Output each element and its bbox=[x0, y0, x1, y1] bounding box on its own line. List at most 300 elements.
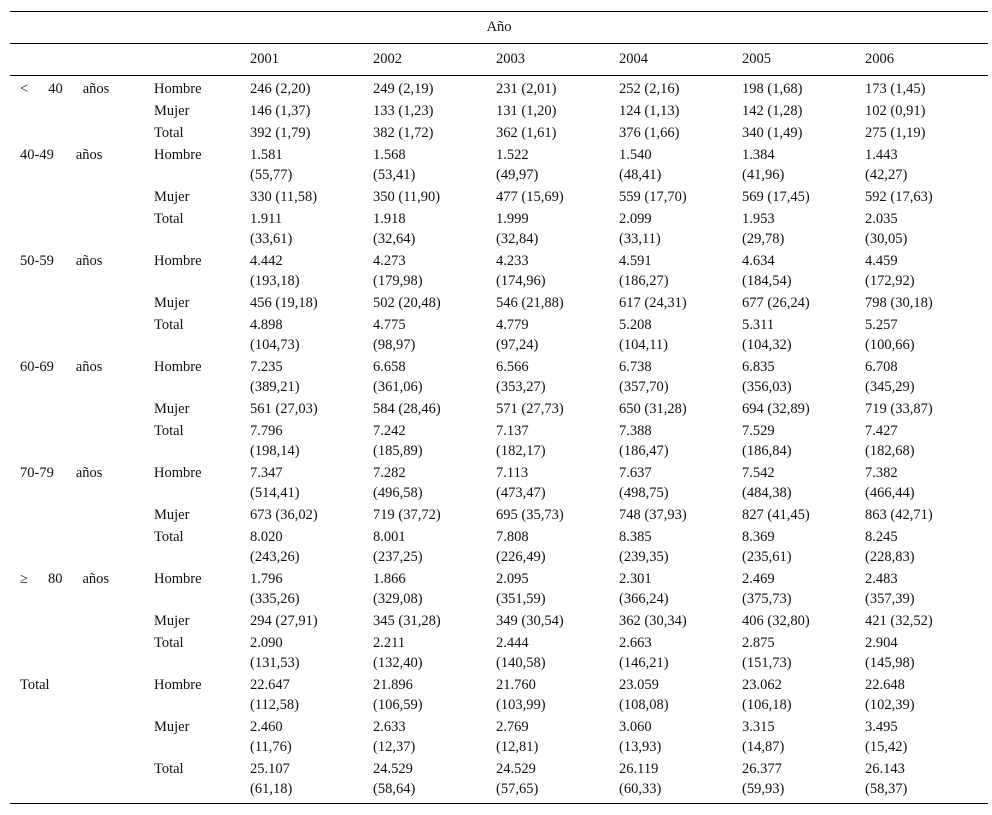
value-count: 2.035 bbox=[865, 211, 898, 227]
value-cell bbox=[742, 568, 865, 610]
sex-cell: Mujer bbox=[154, 103, 190, 119]
value-cell bbox=[742, 250, 865, 292]
value-cell bbox=[865, 568, 988, 610]
value-rate: (184,54) bbox=[742, 273, 792, 289]
sex-cell: Mujer bbox=[154, 401, 190, 417]
value-count: 8.020 bbox=[250, 529, 283, 545]
value-count: 21.760 bbox=[496, 677, 536, 693]
age-group-label: 50-59 bbox=[20, 253, 54, 269]
table-row bbox=[10, 398, 988, 420]
value-count: 559 (17,70) bbox=[619, 189, 687, 205]
value-rate: (106,18) bbox=[742, 697, 792, 713]
value-count: 124 (1,13) bbox=[619, 103, 680, 119]
value-cell bbox=[742, 76, 865, 101]
value-count: 2.460 bbox=[250, 719, 283, 735]
value-cell bbox=[865, 292, 988, 314]
value-rate: (100,66) bbox=[865, 337, 915, 353]
table-body bbox=[10, 76, 988, 804]
value-cell bbox=[373, 632, 496, 674]
age-group-label: años bbox=[75, 465, 103, 481]
value-rate: (514,41) bbox=[250, 485, 300, 501]
value-rate: (345,29) bbox=[865, 379, 915, 395]
value-rate: (49,97) bbox=[496, 167, 539, 183]
age-group-cell bbox=[10, 208, 154, 250]
value-rate: (41,96) bbox=[742, 167, 785, 183]
value-cell bbox=[619, 76, 742, 101]
value-cell bbox=[619, 314, 742, 356]
value-count: 7.796 bbox=[250, 423, 283, 439]
value-rate: (351,59) bbox=[496, 591, 546, 607]
value-cell bbox=[742, 186, 865, 208]
value-rate: (15,42) bbox=[865, 739, 908, 755]
value-cell bbox=[496, 122, 619, 144]
value-cell bbox=[619, 610, 742, 632]
value-count: 502 (20,48) bbox=[373, 295, 441, 311]
value-count: 694 (32,89) bbox=[742, 401, 810, 417]
value-rate: (179,98) bbox=[373, 273, 423, 289]
value-cell bbox=[742, 526, 865, 568]
value-count: 584 (28,46) bbox=[373, 401, 441, 417]
value-count: 4.898 bbox=[250, 317, 283, 333]
age-group-label: 40-49 bbox=[20, 147, 54, 163]
value-rate: (198,14) bbox=[250, 443, 300, 459]
value-count: 748 (37,93) bbox=[619, 507, 687, 523]
value-count: 142 (1,28) bbox=[742, 103, 803, 119]
value-cell bbox=[742, 398, 865, 420]
sex-cell: Hombre bbox=[154, 147, 202, 163]
value-rate: (182,17) bbox=[496, 443, 546, 459]
value-rate: (151,73) bbox=[742, 655, 792, 671]
value-count: 2.663 bbox=[619, 635, 652, 651]
value-count: 2.633 bbox=[373, 719, 406, 735]
age-group-cell bbox=[10, 186, 154, 208]
value-cell bbox=[619, 632, 742, 674]
value-cell bbox=[373, 122, 496, 144]
value-count: 4.775 bbox=[373, 317, 406, 333]
table-row bbox=[10, 674, 988, 716]
value-cell bbox=[373, 144, 496, 186]
value-rate: (473,47) bbox=[496, 485, 546, 501]
value-cell bbox=[250, 144, 373, 186]
value-cell bbox=[496, 504, 619, 526]
value-rate: (131,53) bbox=[250, 655, 300, 671]
value-count: 8.369 bbox=[742, 529, 775, 545]
sex-cell: Hombre bbox=[154, 253, 202, 269]
age-group-cell bbox=[10, 674, 154, 716]
age-group-cell bbox=[10, 292, 154, 314]
value-rate: (11,76) bbox=[250, 739, 292, 755]
age-group-cell bbox=[10, 314, 154, 356]
value-cell bbox=[865, 208, 988, 250]
value-rate: (57,65) bbox=[496, 781, 539, 797]
age-group-cell bbox=[10, 610, 154, 632]
header-row-years bbox=[10, 44, 988, 76]
sex-cell: Total bbox=[154, 211, 184, 227]
value-count: 719 (37,72) bbox=[373, 507, 441, 523]
age-group-cell bbox=[10, 398, 154, 420]
value-count: 695 (35,73) bbox=[496, 507, 564, 523]
value-cell bbox=[250, 758, 373, 804]
table-row bbox=[10, 356, 988, 398]
sex-cell: Hombre bbox=[154, 465, 202, 481]
sex-cell: Hombre bbox=[154, 81, 202, 97]
value-cell bbox=[496, 76, 619, 101]
value-cell bbox=[373, 568, 496, 610]
value-count: 362 (30,34) bbox=[619, 613, 687, 629]
value-count: 8.001 bbox=[373, 529, 406, 545]
value-count: 5.311 bbox=[742, 317, 775, 333]
value-cell bbox=[496, 398, 619, 420]
value-cell bbox=[250, 76, 373, 101]
value-cell bbox=[250, 122, 373, 144]
value-rate: (132,40) bbox=[373, 655, 423, 671]
data-table-container bbox=[10, 11, 980, 804]
value-rate: (42,27) bbox=[865, 167, 908, 183]
value-count: 650 (31,28) bbox=[619, 401, 687, 417]
value-count: 1.866 bbox=[373, 571, 406, 587]
value-cell bbox=[865, 144, 988, 186]
value-count: 7.808 bbox=[496, 529, 529, 545]
header-empty-cell bbox=[154, 44, 250, 76]
age-group-label: Total bbox=[20, 677, 50, 693]
table-row bbox=[10, 76, 988, 101]
age-group-label: ≥ bbox=[20, 571, 28, 587]
value-rate: (353,27) bbox=[496, 379, 546, 395]
value-rate: (335,26) bbox=[250, 591, 300, 607]
value-rate: (104,11) bbox=[619, 337, 668, 353]
value-rate: (48,41) bbox=[619, 167, 662, 183]
value-rate: (33,61) bbox=[250, 231, 293, 247]
value-count: 1.522 bbox=[496, 147, 529, 163]
value-count: 2.095 bbox=[496, 571, 529, 587]
table-row bbox=[10, 758, 988, 804]
age-group-cell bbox=[10, 420, 154, 462]
value-cell bbox=[250, 462, 373, 504]
value-rate: (58,64) bbox=[373, 781, 416, 797]
value-cell bbox=[496, 758, 619, 804]
value-cell bbox=[373, 462, 496, 504]
value-cell bbox=[250, 186, 373, 208]
value-cell bbox=[373, 356, 496, 398]
value-count: 798 (30,18) bbox=[865, 295, 933, 311]
value-rate: (356,03) bbox=[742, 379, 792, 395]
value-rate: (104,32) bbox=[742, 337, 792, 353]
value-count: 8.245 bbox=[865, 529, 898, 545]
value-cell bbox=[865, 462, 988, 504]
value-cell bbox=[373, 314, 496, 356]
value-cell bbox=[619, 208, 742, 250]
value-cell bbox=[496, 292, 619, 314]
table-row bbox=[10, 504, 988, 526]
value-count: 4.779 bbox=[496, 317, 529, 333]
value-cell bbox=[250, 632, 373, 674]
value-cell bbox=[496, 144, 619, 186]
value-count: 349 (30,54) bbox=[496, 613, 564, 629]
value-rate: (32,64) bbox=[373, 231, 416, 247]
age-group-cell bbox=[10, 504, 154, 526]
sex-cell: Mujer bbox=[154, 295, 190, 311]
value-rate: (102,39) bbox=[865, 697, 915, 713]
value-count: 1.540 bbox=[619, 147, 652, 163]
value-rate: (59,93) bbox=[742, 781, 785, 797]
sex-cell: Total bbox=[154, 125, 184, 141]
value-cell bbox=[619, 758, 742, 804]
table-row bbox=[10, 292, 988, 314]
value-rate: (498,75) bbox=[619, 485, 669, 501]
sex-cell: Mujer bbox=[154, 507, 190, 523]
value-cell bbox=[742, 462, 865, 504]
value-count: 4.273 bbox=[373, 253, 406, 269]
value-count: 863 (42,71) bbox=[865, 507, 933, 523]
value-rate: (12,81) bbox=[496, 739, 539, 755]
value-count: 350 (11,90) bbox=[373, 189, 441, 205]
value-cell bbox=[250, 568, 373, 610]
value-rate: (357,39) bbox=[865, 591, 915, 607]
value-cell bbox=[373, 420, 496, 462]
value-cell bbox=[373, 758, 496, 804]
age-group-cell bbox=[10, 122, 154, 144]
value-cell bbox=[865, 526, 988, 568]
value-cell bbox=[865, 632, 988, 674]
value-cell bbox=[742, 292, 865, 314]
value-count: 7.282 bbox=[373, 465, 406, 481]
value-count: 3.315 bbox=[742, 719, 775, 735]
value-cell bbox=[865, 100, 988, 122]
value-count: 392 (1,79) bbox=[250, 125, 311, 141]
value-rate: (182,68) bbox=[865, 443, 915, 459]
value-rate: (55,77) bbox=[250, 167, 293, 183]
value-cell bbox=[742, 144, 865, 186]
value-cell bbox=[619, 122, 742, 144]
value-cell bbox=[250, 292, 373, 314]
age-group-cell bbox=[10, 568, 154, 610]
header-empty-cell bbox=[10, 44, 154, 76]
value-count: 2.904 bbox=[865, 635, 898, 651]
year-header: 2006 bbox=[865, 44, 988, 76]
value-count: 617 (24,31) bbox=[619, 295, 687, 311]
value-count: 1.443 bbox=[865, 147, 898, 163]
table-row bbox=[10, 632, 988, 674]
value-count: 345 (31,28) bbox=[373, 613, 441, 629]
value-cell bbox=[865, 716, 988, 758]
value-count: 4.591 bbox=[619, 253, 652, 269]
value-count: 22.648 bbox=[865, 677, 905, 693]
value-cell bbox=[250, 398, 373, 420]
value-cell bbox=[619, 356, 742, 398]
age-group-cell bbox=[10, 758, 154, 804]
value-count: 24.529 bbox=[496, 761, 536, 777]
value-count: 1.581 bbox=[250, 147, 283, 163]
value-count: 4.233 bbox=[496, 253, 529, 269]
value-rate: (140,58) bbox=[496, 655, 546, 671]
value-cell bbox=[742, 314, 865, 356]
value-cell bbox=[496, 186, 619, 208]
sex-cell: Hombre bbox=[154, 677, 202, 693]
value-rate: (58,37) bbox=[865, 781, 908, 797]
value-count: 7.235 bbox=[250, 359, 283, 375]
sex-cell: Total bbox=[154, 635, 184, 651]
value-rate: (53,41) bbox=[373, 167, 416, 183]
table-row bbox=[10, 100, 988, 122]
value-cell bbox=[250, 208, 373, 250]
value-cell bbox=[742, 610, 865, 632]
value-count: 2.301 bbox=[619, 571, 652, 587]
value-count: 4.459 bbox=[865, 253, 898, 269]
value-cell bbox=[865, 122, 988, 144]
value-rate: (106,59) bbox=[373, 697, 423, 713]
value-count: 23.062 bbox=[742, 677, 782, 693]
value-cell bbox=[373, 610, 496, 632]
value-count: 102 (0,91) bbox=[865, 103, 926, 119]
value-cell bbox=[373, 674, 496, 716]
value-count: 25.107 bbox=[250, 761, 290, 777]
value-cell bbox=[496, 314, 619, 356]
value-cell bbox=[619, 716, 742, 758]
table-row bbox=[10, 250, 988, 292]
value-count: 22.647 bbox=[250, 677, 290, 693]
value-count: 330 (11,58) bbox=[250, 189, 318, 205]
table-row bbox=[10, 610, 988, 632]
table-row bbox=[10, 314, 988, 356]
value-cell bbox=[496, 674, 619, 716]
age-group-label: años bbox=[82, 571, 110, 587]
table-row bbox=[10, 208, 988, 250]
value-count: 2.769 bbox=[496, 719, 529, 735]
sex-cell: Mujer bbox=[154, 719, 190, 735]
value-count: 252 (2,16) bbox=[619, 81, 680, 97]
value-rate: (112,58) bbox=[250, 697, 299, 713]
value-cell bbox=[496, 420, 619, 462]
value-rate: (361,06) bbox=[373, 379, 423, 395]
value-count: 2.444 bbox=[496, 635, 529, 651]
value-count: 3.060 bbox=[619, 719, 652, 735]
value-count: 8.385 bbox=[619, 529, 652, 545]
value-cell bbox=[865, 356, 988, 398]
age-group-label: 70-79 bbox=[20, 465, 54, 481]
value-count: 246 (2,20) bbox=[250, 81, 311, 97]
age-group-label: 40 bbox=[48, 81, 63, 97]
value-cell bbox=[619, 100, 742, 122]
year-header: 2001 bbox=[250, 44, 373, 76]
data-table bbox=[10, 11, 988, 804]
value-count: 362 (1,61) bbox=[496, 125, 557, 141]
value-cell bbox=[742, 208, 865, 250]
value-cell bbox=[496, 632, 619, 674]
value-count: 275 (1,19) bbox=[865, 125, 926, 141]
value-rate: (193,18) bbox=[250, 273, 300, 289]
value-cell bbox=[496, 208, 619, 250]
value-rate: (13,93) bbox=[619, 739, 662, 755]
value-cell bbox=[373, 716, 496, 758]
value-count: 7.347 bbox=[250, 465, 283, 481]
value-count: 592 (17,63) bbox=[865, 189, 933, 205]
value-cell bbox=[373, 504, 496, 526]
value-count: 571 (27,73) bbox=[496, 401, 564, 417]
value-rate: (484,38) bbox=[742, 485, 792, 501]
value-count: 406 (32,80) bbox=[742, 613, 810, 629]
value-cell bbox=[742, 504, 865, 526]
value-count: 2.099 bbox=[619, 211, 652, 227]
value-rate: (98,97) bbox=[373, 337, 416, 353]
value-cell bbox=[619, 420, 742, 462]
table-row bbox=[10, 716, 988, 758]
table-row bbox=[10, 186, 988, 208]
value-rate: (12,37) bbox=[373, 739, 416, 755]
value-rate: (174,96) bbox=[496, 273, 546, 289]
table-row bbox=[10, 144, 988, 186]
value-count: 26.377 bbox=[742, 761, 782, 777]
value-cell bbox=[373, 76, 496, 101]
value-rate: (186,47) bbox=[619, 443, 669, 459]
value-cell bbox=[742, 356, 865, 398]
value-cell bbox=[742, 716, 865, 758]
value-count: 677 (26,24) bbox=[742, 295, 810, 311]
value-rate: (97,24) bbox=[496, 337, 539, 353]
value-rate: (243,26) bbox=[250, 549, 300, 565]
value-count: 7.137 bbox=[496, 423, 529, 439]
value-count: 1.953 bbox=[742, 211, 775, 227]
value-cell bbox=[496, 356, 619, 398]
value-rate: (33,11) bbox=[619, 231, 661, 247]
age-group-cell bbox=[10, 100, 154, 122]
value-count: 24.529 bbox=[373, 761, 413, 777]
age-group-cell bbox=[10, 462, 154, 504]
age-group-cell bbox=[10, 716, 154, 758]
age-group-label: años bbox=[82, 81, 110, 97]
value-count: 7.542 bbox=[742, 465, 775, 481]
value-cell bbox=[250, 420, 373, 462]
value-count: 7.388 bbox=[619, 423, 652, 439]
value-count: 2.211 bbox=[373, 635, 406, 651]
value-rate: (366,24) bbox=[619, 591, 669, 607]
value-count: 7.242 bbox=[373, 423, 406, 439]
value-count: 569 (17,45) bbox=[742, 189, 810, 205]
value-rate: (496,58) bbox=[373, 485, 423, 501]
value-count: 1.796 bbox=[250, 571, 283, 587]
value-cell bbox=[250, 100, 373, 122]
value-rate: (14,87) bbox=[742, 739, 785, 755]
value-count: 546 (21,88) bbox=[496, 295, 564, 311]
age-group-cell bbox=[10, 144, 154, 186]
value-count: 21.896 bbox=[373, 677, 413, 693]
value-cell bbox=[496, 100, 619, 122]
value-count: 2.875 bbox=[742, 635, 775, 651]
sex-cell: Total bbox=[154, 529, 184, 545]
value-cell bbox=[865, 76, 988, 101]
value-cell bbox=[250, 716, 373, 758]
age-group-label: < bbox=[20, 81, 29, 97]
value-cell bbox=[250, 356, 373, 398]
value-cell bbox=[373, 250, 496, 292]
value-rate: (145,98) bbox=[865, 655, 915, 671]
value-cell bbox=[865, 610, 988, 632]
value-cell bbox=[250, 314, 373, 356]
value-count: 23.059 bbox=[619, 677, 659, 693]
age-group-cell bbox=[10, 250, 154, 292]
year-header: 2004 bbox=[619, 44, 742, 76]
age-group-label: años bbox=[75, 253, 103, 269]
value-count: 421 (32,52) bbox=[865, 613, 933, 629]
value-count: 2.483 bbox=[865, 571, 898, 587]
value-cell bbox=[619, 144, 742, 186]
value-count: 173 (1,45) bbox=[865, 81, 926, 97]
value-rate: (375,73) bbox=[742, 591, 792, 607]
value-cell bbox=[619, 674, 742, 716]
sex-cell: Total bbox=[154, 317, 184, 333]
value-cell bbox=[373, 100, 496, 122]
value-count: 131 (1,20) bbox=[496, 103, 557, 119]
value-count: 1.999 bbox=[496, 211, 529, 227]
